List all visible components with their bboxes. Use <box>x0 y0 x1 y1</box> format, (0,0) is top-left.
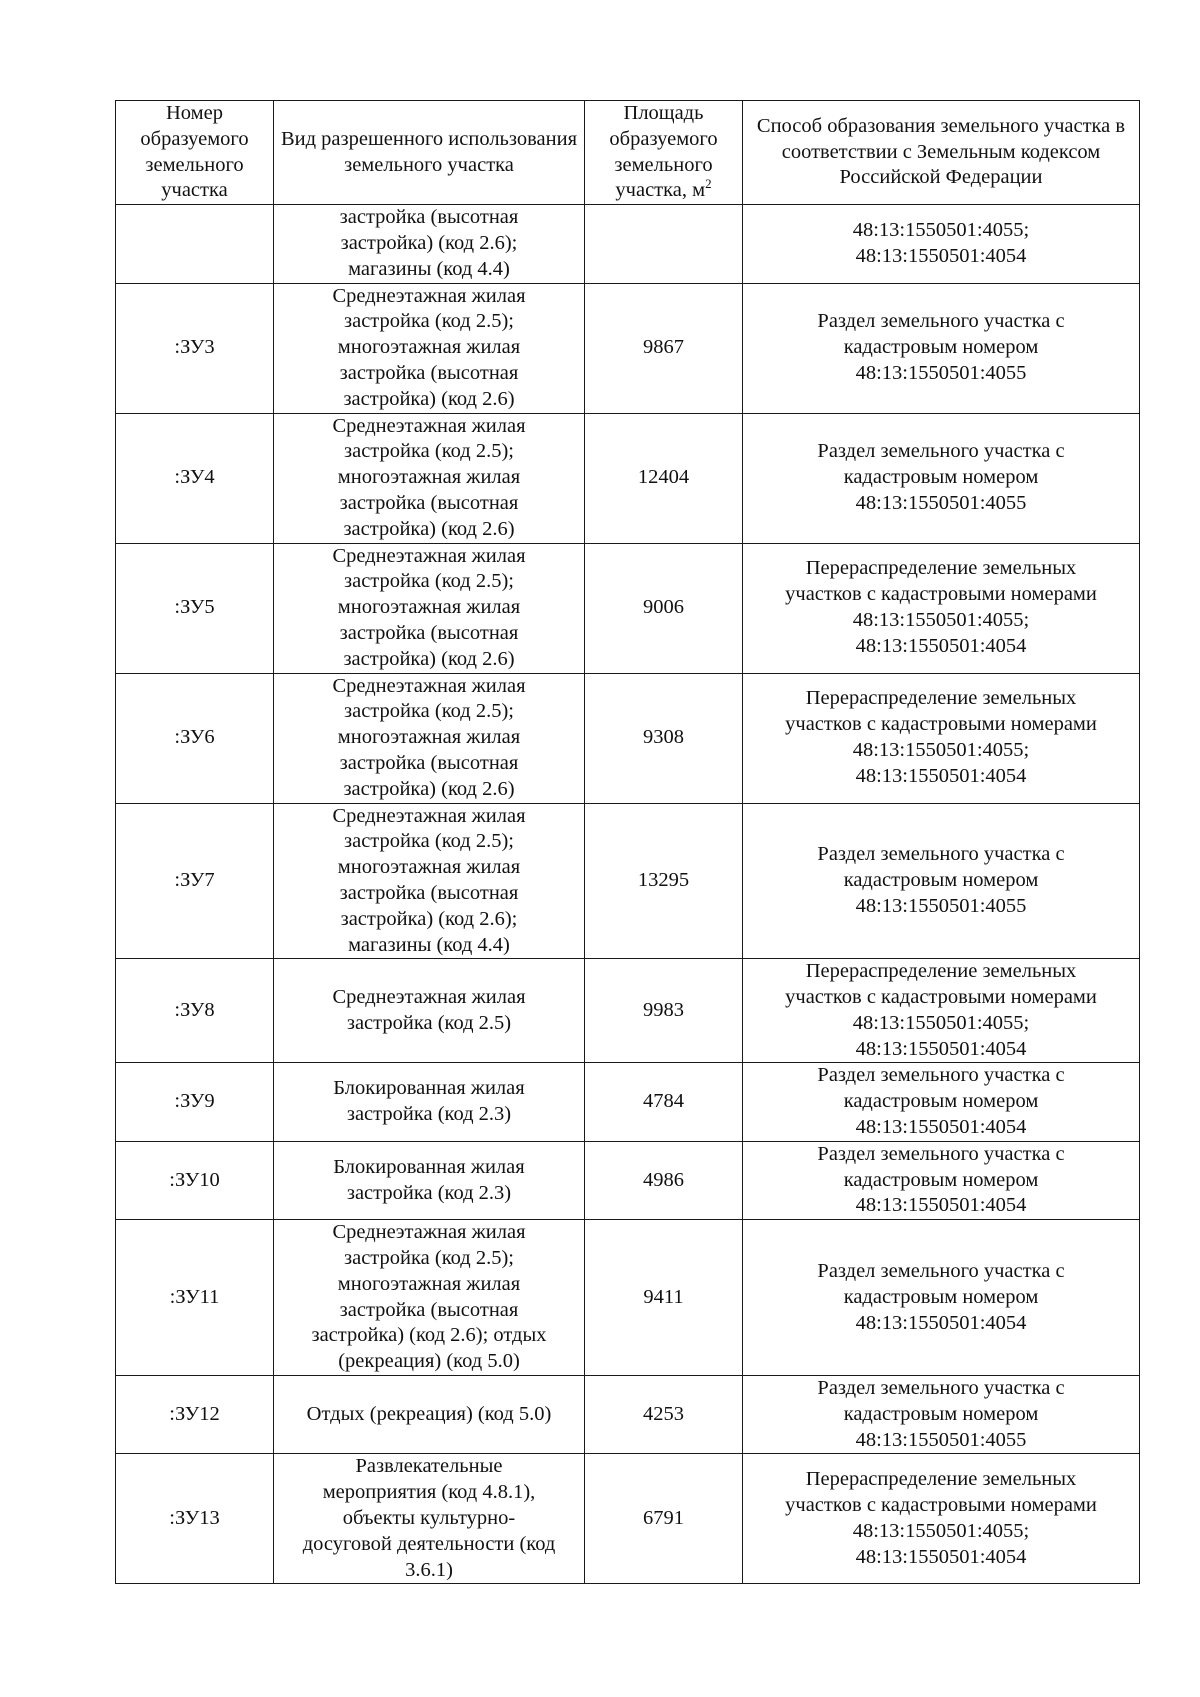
table-row <box>116 543 1140 673</box>
table-row <box>116 803 1140 959</box>
table-row <box>116 283 1140 413</box>
permitted-use-cell: Отдых (рекреация) (код 5.0) <box>274 1376 585 1454</box>
header-area-unit-superscript: 2 <box>705 176 712 192</box>
plot-number-cell: :ЗУ4 <box>116 413 274 543</box>
formation-method-cell: Перераспределение земельных участков с кадастровыми номерами 48:13:1550501:4055; 48:13:1550501:4054 <box>743 959 1140 1063</box>
permitted-use-cell: Блокированная жилая застройка (код 2.3) <box>274 1141 585 1219</box>
plot-area-cell: 9983 <box>585 959 743 1063</box>
table-row <box>116 1376 1140 1454</box>
plot-number-cell <box>116 205 274 283</box>
table-row <box>116 959 1140 1063</box>
formation-method-cell: Раздел земельного участка с кадастровым номером 48:13:1550501:4055 <box>743 1376 1140 1454</box>
plot-area-cell: 9006 <box>585 543 743 673</box>
land-plots-table <box>115 100 1140 1584</box>
formation-method-cell: Перераспределение земельных участков с кадастровыми номерами 48:13:1550501:4055; 48:13:1550501:4054 <box>743 1454 1140 1584</box>
permitted-use-cell: Среднеэтажная жилая застройка (код 2.5); многоэтажная жилая застройка (высотная застройка) (код 2.6); магазины (код 4.4) <box>274 803 585 959</box>
plot-area-cell: 9411 <box>585 1220 743 1376</box>
table-row <box>116 1063 1140 1141</box>
permitted-use-cell: Среднеэтажная жилая застройка (код 2.5); многоэтажная жилая застройка (высотная застройка) (код 2.6); отдых (рекреация) (код 5.0) <box>274 1220 585 1376</box>
plot-number-cell: :ЗУ9 <box>116 1063 274 1141</box>
header-plot-area-text: Площадь образуемого земельного участка, м <box>609 102 718 202</box>
table-row <box>116 413 1140 543</box>
plot-number-cell: :ЗУ3 <box>116 283 274 413</box>
plot-area-cell: 4986 <box>585 1141 743 1219</box>
table-row <box>116 673 1140 803</box>
header-permitted-use: Вид разрешенного использования земельного участка <box>274 101 585 205</box>
plot-area-cell: 12404 <box>585 413 743 543</box>
formation-method-cell: Раздел земельного участка с кадастровым номером 48:13:1550501:4054 <box>743 1141 1140 1219</box>
header-plot-area <box>585 101 743 205</box>
plot-number-cell: :ЗУ11 <box>116 1220 274 1376</box>
permitted-use-cell: Среднеэтажная жилая застройка (код 2.5); многоэтажная жилая застройка (высотная застройка) (код 2.6) <box>274 413 585 543</box>
plot-area-cell: 9867 <box>585 283 743 413</box>
plot-area-cell: 6791 <box>585 1454 743 1584</box>
plot-area-cell: 4253 <box>585 1376 743 1454</box>
plot-number-cell: :ЗУ13 <box>116 1454 274 1584</box>
table-body <box>116 205 1140 1584</box>
plot-area-cell: 9308 <box>585 673 743 803</box>
permitted-use-cell: застройка (высотная застройка) (код 2.6); магазины (код 4.4) <box>274 205 585 283</box>
formation-method-cell: Раздел земельного участка с кадастровым номером 48:13:1550501:4055 <box>743 803 1140 959</box>
plot-number-cell: :ЗУ6 <box>116 673 274 803</box>
plot-number-cell: :ЗУ10 <box>116 1141 274 1219</box>
permitted-use-cell: Блокированная жилая застройка (код 2.3) <box>274 1063 585 1141</box>
header-plot-number: Номер образуемого земельного участка <box>116 101 274 205</box>
formation-method-cell: Раздел земельного участка с кадастровым номером 48:13:1550501:4054 <box>743 1063 1140 1141</box>
permitted-use-cell: Среднеэтажная жилая застройка (код 2.5); многоэтажная жилая застройка (высотная застройка) (код 2.6) <box>274 673 585 803</box>
plot-area-cell: 13295 <box>585 803 743 959</box>
permitted-use-cell: Среднеэтажная жилая застройка (код 2.5) <box>274 959 585 1063</box>
table-row <box>116 1220 1140 1376</box>
table-header-row <box>116 101 1140 205</box>
formation-method-cell: 48:13:1550501:4055; 48:13:1550501:4054 <box>743 205 1140 283</box>
formation-method-cell: Раздел земельного участка с кадастровым номером 48:13:1550501:4054 <box>743 1220 1140 1376</box>
plot-number-cell: :ЗУ7 <box>116 803 274 959</box>
permitted-use-cell: Среднеэтажная жилая застройка (код 2.5); многоэтажная жилая застройка (высотная застройка) (код 2.6) <box>274 283 585 413</box>
plot-area-cell <box>585 205 743 283</box>
permitted-use-cell: Среднеэтажная жилая застройка (код 2.5); многоэтажная жилая застройка (высотная застройка) (код 2.6) <box>274 543 585 673</box>
table-row <box>116 1454 1140 1584</box>
table-row <box>116 205 1140 283</box>
formation-method-cell: Раздел земельного участка с кадастровым номером 48:13:1550501:4055 <box>743 283 1140 413</box>
plot-number-cell: :ЗУ8 <box>116 959 274 1063</box>
formation-method-cell: Перераспределение земельных участков с кадастровыми номерами 48:13:1550501:4055; 48:13:1550501:4054 <box>743 673 1140 803</box>
header-formation-method: Способ образования земельного участка в соответствии с Земельным кодексом Российской Федерации <box>743 101 1140 205</box>
formation-method-cell: Раздел земельного участка с кадастровым номером 48:13:1550501:4055 <box>743 413 1140 543</box>
plot-area-cell: 4784 <box>585 1063 743 1141</box>
plot-number-cell: :ЗУ5 <box>116 543 274 673</box>
formation-method-cell: Перераспределение земельных участков с кадастровыми номерами 48:13:1550501:4055; 48:13:1550501:4054 <box>743 543 1140 673</box>
table-row <box>116 1141 1140 1219</box>
permitted-use-cell: Развлекательные мероприятия (код 4.8.1), объекты культурно- досуговой деятельности (код 3.6.1) <box>274 1454 585 1584</box>
plot-number-cell: :ЗУ12 <box>116 1376 274 1454</box>
